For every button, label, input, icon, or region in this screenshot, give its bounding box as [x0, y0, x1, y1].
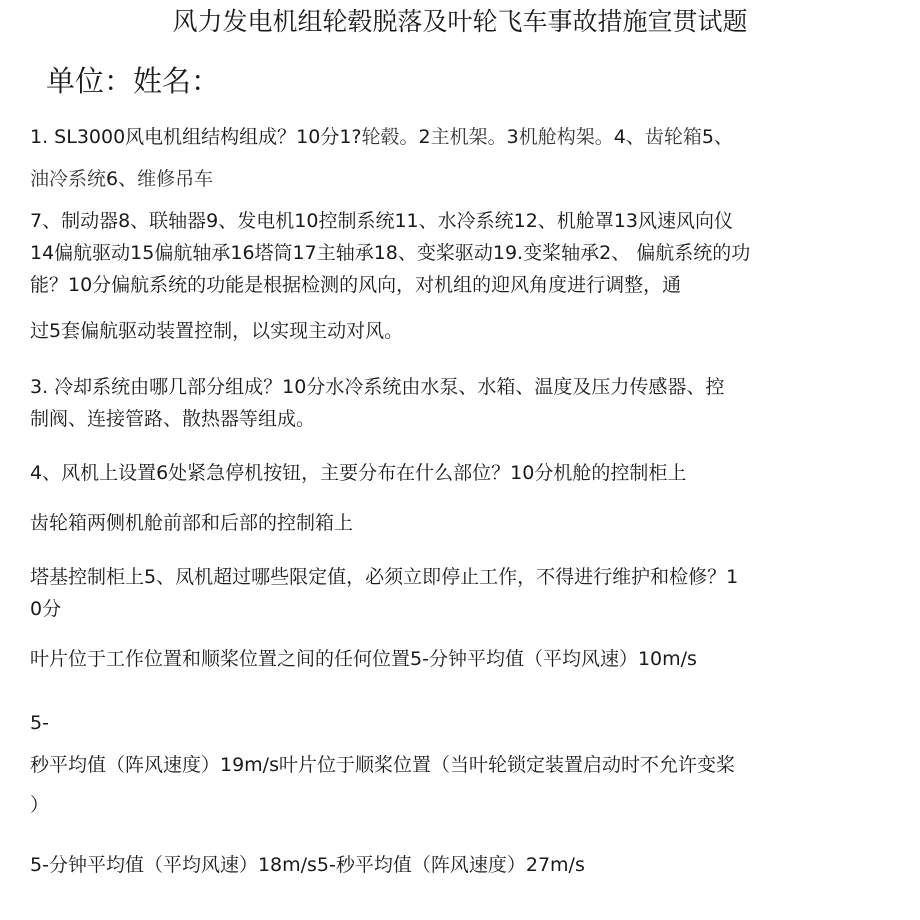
text-line-11: 塔基控制柜上5、凤机超过哪些限定值，必须立即停止工作，不得进行维护和检修？1	[30, 566, 739, 588]
text-segment: 5、	[701, 126, 733, 148]
text-line-17: 5-分钟平均值（平均风速）18m/s5-秒平均值（阵风速度）27m/s	[30, 854, 585, 876]
text-segment: 4、	[613, 126, 645, 148]
text-line-9: 4、风机上设置6处紧急停机按钮，主要分布在什么部位？10分机舱的控制柜上	[30, 462, 687, 484]
text-segment: 机舱构架。	[518, 126, 614, 148]
text-segment: 3	[506, 126, 519, 148]
text-line-8: 制阀、连接管路、散热器等组成。	[30, 408, 316, 430]
text-line-13: 叶片位于工作位置和顺桨位置之间的任何位置5-分钟平均值（平均风速）10m/s	[30, 648, 697, 670]
document-title: 风力发电机组轮毂脱落及叶轮飞车事故措施宣贯试题	[172, 7, 748, 36]
text-line-7: 3. 冷却系统由哪几部分组成？10分水冷系统由水泵、水箱、温度及压力传感器、控	[30, 376, 725, 398]
text-line-5: 能？10分偏航系统的功能是根据检测的风向，对机组的迎风角度进行调整，通	[30, 274, 682, 296]
text-segment: 1. SL3000风电机组结构组成？10分1?	[30, 126, 362, 148]
text-segment: 轮毂。	[361, 126, 419, 148]
text-line-4: 14偏航驱动15偏航轴承16塔筒17主轴承18、变桨驱动19.变桨轴承2、 偏航系统的功	[30, 242, 751, 264]
text-line-15: 秒平均值（阵风速度）19m/s叶片位于顺桨位置（当叶轮锁定装置启动时不允许变桨	[30, 754, 735, 776]
text-segment: 主机架。	[430, 126, 507, 148]
text-line-10: 齿轮箱两侧机舱前部和后部的控制箱上	[30, 512, 354, 534]
text-line-16: ）	[30, 794, 50, 816]
text-line-3: 7、制动器8、联轴器9、发电机10控制系统11、水冷系统12、机舱罩13风速风向仪	[30, 210, 733, 232]
text-segment: 油冷系统	[30, 168, 107, 190]
text-line-14: 5-	[30, 712, 49, 734]
text-segment: 2	[418, 126, 431, 148]
text-segment: 维修吊车	[137, 168, 214, 190]
text-segment: 齿轮箱	[644, 126, 702, 148]
text-line-6: 过5套偏航驱动装置控制，以实现主动对风。	[30, 320, 404, 342]
unit-name-label: 单位：姓名：	[46, 64, 221, 98]
text-line-2	[30, 166, 213, 192]
text-line-12: 0分	[30, 598, 62, 620]
text-segment: 6、	[106, 168, 138, 190]
text-line-1	[30, 124, 733, 150]
